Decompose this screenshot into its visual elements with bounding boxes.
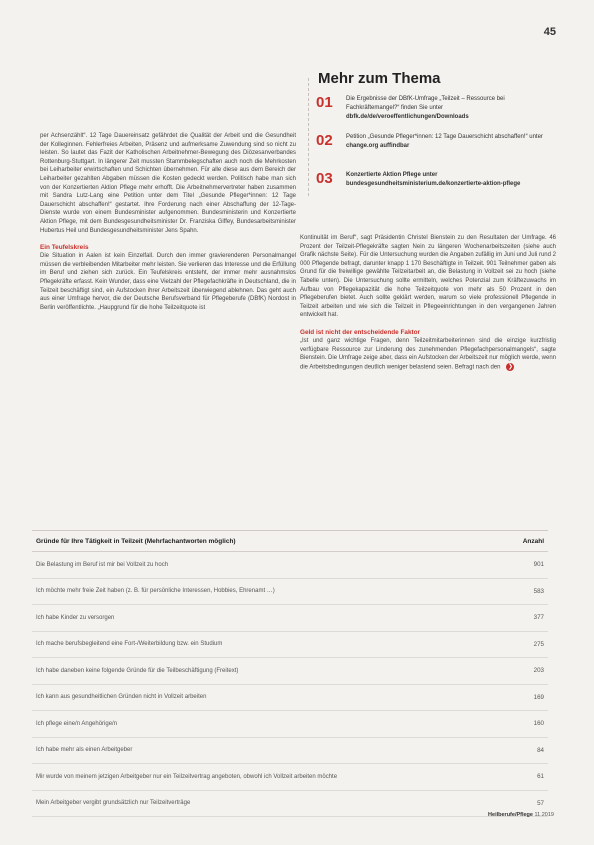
- table-row: [32, 605, 548, 632]
- article-paragraph: [300, 337, 556, 372]
- row-label: Ich möchte mehr freie Zeit haben (z. B. für persönliche Interessen, Hobbies, Ehrenamt …): [36, 588, 275, 595]
- thema-number: 01: [316, 94, 333, 111]
- issue-number: 11.2019: [534, 812, 554, 818]
- thema-item-02: [316, 133, 554, 161]
- row-value: 583: [533, 587, 544, 595]
- row-value: 160: [533, 720, 544, 728]
- thema-link[interactable]: change.org auffindbar: [346, 143, 410, 149]
- row-value: 377: [533, 614, 544, 622]
- table-row: [32, 764, 548, 791]
- row-label: Die Belastung im Beruf ist mir bei Vollzeit zu hoch: [36, 561, 169, 568]
- thema-link[interactable]: Konzertierte Aktion Pflege unter bundesgesundheitsministerium.de/konzertierte-aktion-pflege: [346, 172, 521, 187]
- thema-item-01: [316, 95, 554, 123]
- article-paragraph: Die Situation in Aalen ist kein Einzelfall. Durch den immer gravierenderen Personalmangel müssen die verbleibenden Mitarbeiter mehr leisten. Sie verlieren das Interesse und die Erfüllung im Beruf und ziehen sich zurück. Ein Teufelskreis entsteht, der immer mehr ausnahmslos Pflegekräfte erfasst. Kein Wunder, dass eine Vielzahl der Pflegefachkräfte in Deutschland, die in Teilzeit beschäftigt sind, ein Aufstocken ihrer Arbeitszeit überwiegend ablehnen. Das geht auch aus einer Umfrage hervor, die der Deutsche Berufsverband für Pflegeberufe (DBfK) Nordost in Berlin veröffentlichte. „Haupgrund für die hohe Teilzeitquote ist: [40, 253, 296, 311]
- table-row: [32, 658, 548, 685]
- table-row: [32, 579, 548, 606]
- mehr-zum-thema-box: [308, 70, 554, 209]
- table-row: [32, 685, 548, 712]
- article-paragraph: per Achsenzählt“. 12 Tage Dauereinsatz gefährdet die Qualität der Arbeit und die Gesundheit der Kolleginnen. Fehlerfreies Arbeiten, Präsenz und aufmerksame Zuwendung sind so nicht zu leisten. So lautet das Fazit der Katholischen Arbeitnehmer-Bewegung des Diözesanverbandes Rottenburg-Stuttgart. In längerer Zeit mussten Stammbelegschaften auch noch die Mehrkosten bei Leiharbeiter erwirtschaften und Schichten übernehmen. Für alle diese aus dem Bereich der Leiharbeiter gezahlten Abgaben müssen die Kosten gedeckt werden. Politisch habe man sich von der Konzertierten Aktion Pflege mehr erhofft. Die Arbeitnehmervertreter haben zusammen mit Sandra Lutz-Lang eine Petition unter dem Titel „Gesunde Pfleger*innen: 12 Tage Dauerschicht abschaffen!“ gestartet. Ihre Forderung nach einer Abschaffung der 12-Tage-Dienste wurde von einem Bundesminister aufgenommen. Bundesministerin und Konzertierte Aktion Pflege, mit dem Bundesgesundheitsminister Dr. Franziska Giffey, Bundesarbeitsminister Hubertus Heil und Bundesgesundheitsminister Jens Spahn.: [40, 133, 296, 234]
- row-value: 275: [533, 640, 544, 648]
- thema-number: 03: [316, 170, 333, 187]
- row-value: 61: [537, 773, 544, 781]
- row-label: Ich kann aus gesundheitlichen Gründen nicht in Vollzeit arbeiten: [36, 694, 207, 701]
- table-header-label: Gründe für Ihre Tätigkeit in Teilzeit (Mehrfachantworten möglich): [36, 537, 236, 545]
- thema-item-03: [316, 171, 554, 199]
- table-row: [32, 711, 548, 738]
- thema-description: Die Ergebnisse der DBfK-Umfrage „Teilzeit – Ressource bei Fachkräftemangel?“ finden Sie unter: [346, 96, 505, 111]
- row-value: 203: [533, 667, 544, 675]
- table-row: [32, 738, 548, 765]
- thema-number: 02: [316, 132, 333, 149]
- thema-divider: [308, 78, 309, 196]
- table-row: [32, 632, 548, 659]
- thema-text: [346, 133, 554, 151]
- thema-description: Petition „Gesunde Pfleger*innen: 12 Tage Dauerschicht abschaffen!“ unter: [346, 134, 543, 140]
- row-label: Mein Arbeitgeber vergibt grundsätzlich nur Teilzeitverträge: [36, 800, 191, 807]
- thema-title: Mehr zum Thema: [318, 70, 441, 87]
- row-label: Ich pflege eine/n Angehörige/n: [36, 720, 118, 727]
- row-label: Ich habe Kinder zu versorgen: [36, 614, 115, 621]
- page-number: 45: [543, 26, 556, 38]
- article-paragraph: Kontinuität im Beruf“, sagt Präsidentin Christel Bienstein zu den Resultaten der Umfrage. 46 Prozent der Teilzeit-Pflegekräfte sagten Nein zu längeren Wochenarbeitszeiten (siehe auch Grafik nächste Seite). Für die Untersuchung wurden die Angaben zufällig im Juni und Juli rund 2 000 Pflegende befragt, darunter knapp 1 170 Beschäftigte in Teilzeit. 901 Teilnehmer gaben als Grund für die freiwillige gewählte Teilzeitarbeit an, die Belastung in Vollzeit sei zu hoch (siehe Tabelle unten). Die Untersuchung sollte ermitteln, welches Potenzial zum Kräftezuwachs im Aufbau von Pflegekapazität die hohe Teilzeitquote von mehr als 50 Prozent in den Pflegeberufen bietet. Auch sollte geklärt werden, warum so viele professionell Pflegende in Teilzeit arbeiten und wie sich die Teilzeit in Pflegeeinrichtungen in den vergangenen Jahren entwickelt hat.: [300, 235, 556, 319]
- thema-text: [346, 95, 554, 122]
- row-label: Ich habe mehr als einen Arbeitgeber: [36, 747, 133, 754]
- row-value: 57: [537, 799, 544, 807]
- row-label: Ich habe daneben keine folgende Gründe für die Teilbeschäftigung (Freitext): [36, 667, 239, 674]
- article-paragraph-text: „Ist und ganz wichtige Fragen, denn Teilzeitmitarbeiterinnen sind die einzige kurzfristig verfügbare Ressource zur Linderung des zunehmenden Pflegefachpersonalmangels“, sagte Bienstein. Die Umfrage zeige aber, dass ein Aufstocken der Arbeitszeit nur möglich werde, wenn die Arbeitsbedingungen deutlich weniger belastend seien. Befragt nach den: [300, 337, 556, 371]
- table-row: [32, 791, 548, 818]
- magazine-name: Heilberufe/Pflege: [488, 812, 533, 818]
- table-header-value: Anzahl: [522, 537, 544, 545]
- page-footer: [488, 812, 554, 818]
- article-column-right: [300, 234, 556, 372]
- row-value: 901: [533, 561, 544, 569]
- row-label: Ich mache berufsbegleitend eine Fort-/Weiterbildung bzw. ein Studium: [36, 641, 223, 648]
- article-column-left: [40, 132, 296, 312]
- row-value: 84: [537, 746, 544, 754]
- table-row: [32, 552, 548, 579]
- reasons-table: [32, 530, 548, 817]
- row-value: 169: [533, 693, 544, 701]
- section-heading: Ein Teufelskreis: [40, 244, 89, 252]
- table-header: [32, 531, 548, 552]
- row-label: Mir wurde von meinem jetzigen Arbeitgeber nur ein Teilzeitvertrag angeboten, obwohl ich Vollzeit arbeiten möchte: [36, 773, 338, 780]
- thema-text: [346, 171, 554, 189]
- thema-link[interactable]: dbfk.de/de/veroeffentlichungen/Downloads: [346, 114, 469, 120]
- section-heading: Geld ist nicht der entscheidende Faktor: [300, 328, 421, 336]
- continue-arrow-icon: ❯: [507, 363, 513, 370]
